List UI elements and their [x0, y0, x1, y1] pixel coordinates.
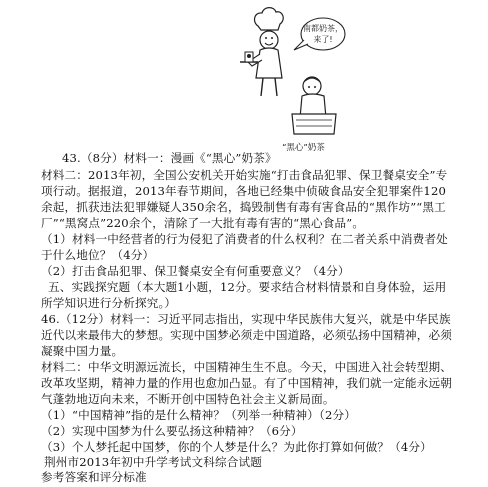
text-line: 气蓬勃地迈向未来，不断开创中国特色社会主义新局面。 [41, 392, 335, 406]
question-46-heading: 46.（12分）材料一：习近平同志指出，实现中华民族伟大复兴，就是中华民族 [41, 312, 451, 326]
text-line: （1）材料一中经营者的行为侵犯了消费者的什么权利？在二者关系中消费者处 [41, 232, 448, 246]
text-line: 余起，抓获违法犯罪嫌疑人350余名，捣毁制售有毒有害食品的“黑作坊”“黑工 [41, 200, 446, 214]
cartoon-illustration [238, 0, 348, 140]
text-line: 于什么地位？（4分） [41, 248, 155, 262]
cartoon-caption: “黑心”奶茶 [282, 143, 325, 153]
speech-text-2: 来了! [313, 35, 333, 44]
text-line: 改革攻坚期，精神力量的作用也愈加凸显。有了中国精神，我们就一定能永远朝 [41, 376, 453, 390]
text-line: 项行动。据报道，2013年春节期间，各地已经集中侦破食品安全犯罪案件120 [41, 184, 446, 198]
exam-title: 荆州市2013年初中升学考试文科综合试题 [44, 455, 263, 469]
text-line: （1）“中国精神”指的是什么精神？（列举一种精神）（2分） [41, 408, 357, 422]
question-43-heading: 43.（8分）材料一：漫画《“黑心”奶茶》 [62, 151, 277, 165]
answer-key-title: 参考答案和评分标准 [41, 470, 147, 484]
text-line: 厂”“黑窝点”220余个，清除了一大批有毒有害的“黑心食品”。 [41, 216, 365, 230]
text-line: 所学知识进行分析探究。） [41, 296, 177, 310]
speech-text-1: 南都奶茶， [303, 24, 343, 33]
text-line: 材料二：2013年初，全国公安机关开始实施“打击食品犯罪、保卫餐桌安全”专 [41, 168, 448, 182]
text-line: 材料二：中华文明源远流长，中国精神生生不息。今天，中国进入社会转型期、 [41, 360, 453, 374]
section-five-heading: 五、实践探究题（本大题1小题，12分。要求结合材料情景和自身体验，运用 [48, 280, 447, 294]
text-line: （2）实现中国梦为什么要弘扬这种精神？（6分） [41, 424, 303, 438]
text-line: 近代以来最伟大的梦想。实现中国梦必须走中国道路，必须弘扬中国精神，必须 [41, 328, 453, 342]
text-line: （3）个人梦托起中国梦，你的个人梦是什么？为此你打算如何做？（4分） [41, 440, 432, 454]
text-line: 凝聚中国力量。 [41, 344, 124, 358]
text-line: （2）打击食品犯罪、保卫餐桌安全有何重要意义？（4分） [41, 264, 350, 278]
